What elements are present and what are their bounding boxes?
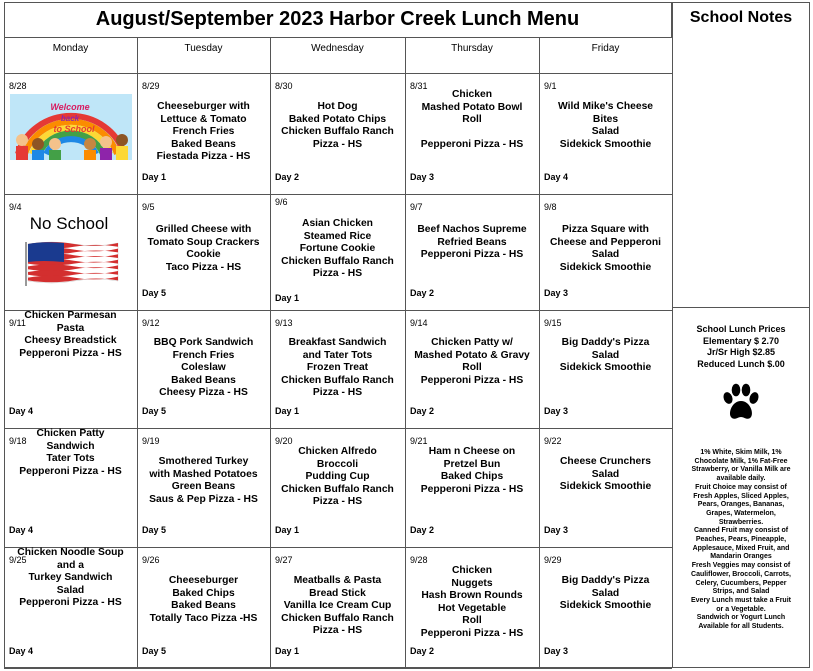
welcome-back-to-school-image (10, 94, 132, 160)
svg-text:Welcome: Welcome (50, 102, 90, 112)
cell-date: 9/22 (544, 436, 562, 446)
menu-day-cell (4, 428, 137, 547)
menu-day-cell (137, 428, 270, 547)
cell-menu-items: Big Daddy's Pizza Salad Sidekick Smoothie (559, 575, 652, 611)
cell-menu-items: Cheeseburger Baked Chips Baked Beans Totally Taco Pizza -HS (149, 575, 258, 624)
cell-menu-items: Ham n Cheese on Pretzel Bun Baked Chips Pepperoni Pizza - HS (420, 446, 524, 495)
cell-day-number: Day 3 (544, 525, 569, 535)
cell-menu-items: Meatballs & Pasta Bread Stick Vanilla Ice Cream Cup Chicken Buffalo Ranch Pizza - HS (281, 575, 394, 636)
page-title: August/September 2023 Harbor Creek Lunch Menu (4, 2, 672, 38)
cell-date: 9/25 (9, 555, 27, 565)
menu-day-cell (270, 194, 405, 310)
cell-menu-items: Breakfast Sandwich and Tater Tots Frozen Treat Chicken Buffalo Ranch Pizza - HS (281, 337, 394, 398)
cell-menu-items: Grilled Cheese with Tomato Soup Crackers Cookie Taco Pizza - HS (147, 224, 260, 273)
menu-day-cell (4, 310, 137, 428)
cell-menu-items: Cheeseburger with Lettuce & Tomato French Fries Baked Beans Fiestada Pizza - HS (156, 101, 251, 162)
cell-day-number: Day 4 (9, 525, 34, 535)
cell-date: 9/15 (544, 318, 562, 328)
cell-day-number: Day 1 (275, 646, 300, 656)
menu-day-cell (270, 547, 405, 668)
school-notes-panel (672, 38, 810, 668)
cell-day-number: Day 2 (410, 525, 435, 535)
paw-print-icon (720, 383, 762, 423)
cell-day-number: Day 1 (275, 293, 300, 303)
cell-menu-items: BBQ Pork Sandwich French Fries Coleslaw Baked Beans Cheesy Pizza - HS (153, 337, 254, 398)
cell-date: 8/29 (142, 81, 160, 91)
cell-day-number: Day 3 (544, 646, 569, 656)
cell-menu-items: Chicken Alfredo Broccoli Pudding Cup Chicken Buffalo Ranch Pizza - HS (281, 446, 394, 507)
cell-menu-items: Hot Dog Baked Potato Chips Chicken Buffalo Ranch Pizza - HS (281, 101, 394, 150)
cell-date: 9/27 (275, 555, 293, 565)
cell-menu-items: Smothered Turkey with Mashed Potatoes Green Beans Saus & Pep Pizza - HS (149, 456, 258, 505)
menu-day-cell (137, 73, 270, 194)
menu-day-cell (4, 73, 137, 194)
cell-date: 9/29 (544, 555, 562, 565)
cell-menu-items: Asian Chicken Steamed Rice Fortune Cookie Chicken Buffalo Ranch Pizza - HS (281, 218, 394, 279)
cell-day-number: Day 5 (142, 646, 167, 656)
menu-day-cell (405, 73, 539, 194)
cell-menu-items: Chicken Mashed Potato Bowl Roll Pepperoni Pizza - HS (420, 89, 524, 150)
milk-and-fruit-notes: 1% White, Skim Milk, 1% Chocolate Milk, 1% Fat-Free Strawberry, or Vanilla Milk are available daily. Fruit Choice may consist of Fresh Apples, Sliced Apples, Pears, Oranges, Bananas, Grapes, Watermelon, Strawberries. Canned Fruit may consist of Peaches, Pears, Pineapple, Applesauce, Mixed Fruit, and Mandarin Oranges Fresh Veggies may consist of Cauliflower, Broccoli, Carrots, Celery, Cucumbers, Pepper Strips, and Salad Every Lunch must take a Fruit or a Vegetable. Sandwich or Yogurt Lunch Available for all Students. (691, 449, 791, 631)
menu-day-cell (405, 310, 539, 428)
cell-day-number: Day 3 (544, 406, 569, 416)
cell-menu-items: Chicken Nuggets Hash Brown Rounds Hot Vegetable Roll Pepperoni Pizza - HS (420, 565, 524, 639)
cell-day-number: Day 4 (9, 406, 34, 416)
cell-date: 9/5 (142, 202, 155, 212)
cell-date: 9/20 (275, 436, 293, 446)
cell-date: 9/4 (9, 202, 22, 212)
cell-menu-items: Wild Mike's Cheese Bites Salad Sidekick Smoothie (557, 101, 654, 150)
menu-day-cell (4, 547, 137, 668)
cell-day-number: Day 5 (142, 288, 167, 298)
cell-date: 9/11 (9, 318, 26, 328)
american-flag-image (22, 240, 122, 286)
menu-day-cell (539, 194, 672, 310)
grid-row-line (4, 668, 672, 669)
menu-day-cell (270, 73, 405, 194)
cell-menu-items: Pizza Square with Cheese and Pepperoni Salad Sidekick Smoothie (549, 224, 661, 273)
day-header-tuesday: Tuesday (184, 43, 223, 54)
menu-day-cell (405, 428, 539, 547)
cell-day-number: Day 3 (544, 288, 569, 298)
cell-day-number: Day 1 (142, 172, 167, 182)
menu-day-cell (137, 547, 270, 668)
cell-day-number: Day 2 (410, 406, 435, 416)
day-header-monday: Monday (52, 43, 89, 54)
svg-text:back: back (60, 114, 80, 123)
menu-day-cell (539, 428, 672, 547)
cell-day-number: Day 3 (410, 172, 435, 182)
svg-text:to School: to School (53, 124, 95, 134)
cell-date: 9/28 (410, 555, 428, 565)
cell-menu-items: Cheese Crunchers Salad Sidekick Smoothie (559, 456, 652, 492)
menu-day-cell (405, 194, 539, 310)
cell-date: 9/8 (544, 202, 557, 212)
cell-day-number: Day 4 (9, 646, 34, 656)
day-header-thursday: Thursday (451, 43, 493, 54)
menu-day-cell (137, 310, 270, 428)
menu-day-cell (539, 73, 672, 194)
lunch-prices: School Lunch Prices Elementary $ 2.70 Jr/Sr High $2.85 Reduced Lunch $.00 (696, 324, 786, 369)
no-school-label: No School (29, 214, 109, 233)
cell-menu-items: Chicken Patty Sandwich Tater Tots Pepperoni Pizza - HS (19, 428, 122, 477)
cell-date: 8/30 (275, 81, 293, 91)
school-notes-title: School Notes (689, 9, 793, 26)
menu-day-cell (137, 194, 270, 310)
cell-day-number: Day 5 (142, 525, 167, 535)
cell-day-number: Day 4 (544, 172, 569, 182)
cell-date: 9/18 (9, 436, 27, 446)
cell-day-number: Day 2 (410, 288, 435, 298)
cell-menu-items: Big Daddy's Pizza Salad Sidekick Smoothie (559, 337, 652, 373)
cell-menu-items: Chicken Patty w/ Mashed Potato & Gravy Roll Pepperoni Pizza - HS (414, 337, 530, 386)
cell-date: 9/13 (275, 318, 293, 328)
cell-date: 9/26 (142, 555, 160, 565)
menu-day-cell (539, 310, 672, 428)
cell-menu-items: Beef Nachos Supreme Refried Beans Pepperoni Pizza - HS (417, 224, 527, 260)
cell-day-number: Day 1 (275, 525, 300, 535)
menu-day-cell (270, 428, 405, 547)
menu-day-cell (270, 310, 405, 428)
notes-divider (672, 307, 810, 308)
cell-menu-items: Chicken Parmesan Pasta Cheesy Breadstick Pepperoni Pizza - HS (19, 310, 122, 359)
day-header-wednesday: Wednesday (311, 43, 364, 54)
menu-day-cell (539, 547, 672, 668)
cell-date: 9/14 (410, 318, 428, 328)
cell-day-number: Day 2 (275, 172, 300, 182)
cell-menu-items: Chicken Noodle Soup and a Turkey Sandwich Salad Pepperoni Pizza - HS (17, 547, 124, 608)
cell-date: 9/19 (142, 436, 160, 446)
cell-date: 8/28 (9, 81, 27, 91)
menu-day-cell (4, 194, 137, 310)
menu-day-cell (405, 547, 539, 668)
cell-date: 9/6 (275, 197, 288, 207)
cell-day-number: Day 1 (275, 406, 300, 416)
cell-date: 9/7 (410, 202, 423, 212)
cell-date: 9/21 (410, 436, 428, 446)
cell-day-number: Day 5 (142, 406, 167, 416)
cell-date: 9/1 (544, 81, 557, 91)
cell-day-number: Day 2 (410, 646, 435, 656)
cell-date: 9/12 (142, 318, 160, 328)
cell-date: 8/31 (410, 81, 428, 91)
day-header-friday: Friday (591, 43, 620, 54)
